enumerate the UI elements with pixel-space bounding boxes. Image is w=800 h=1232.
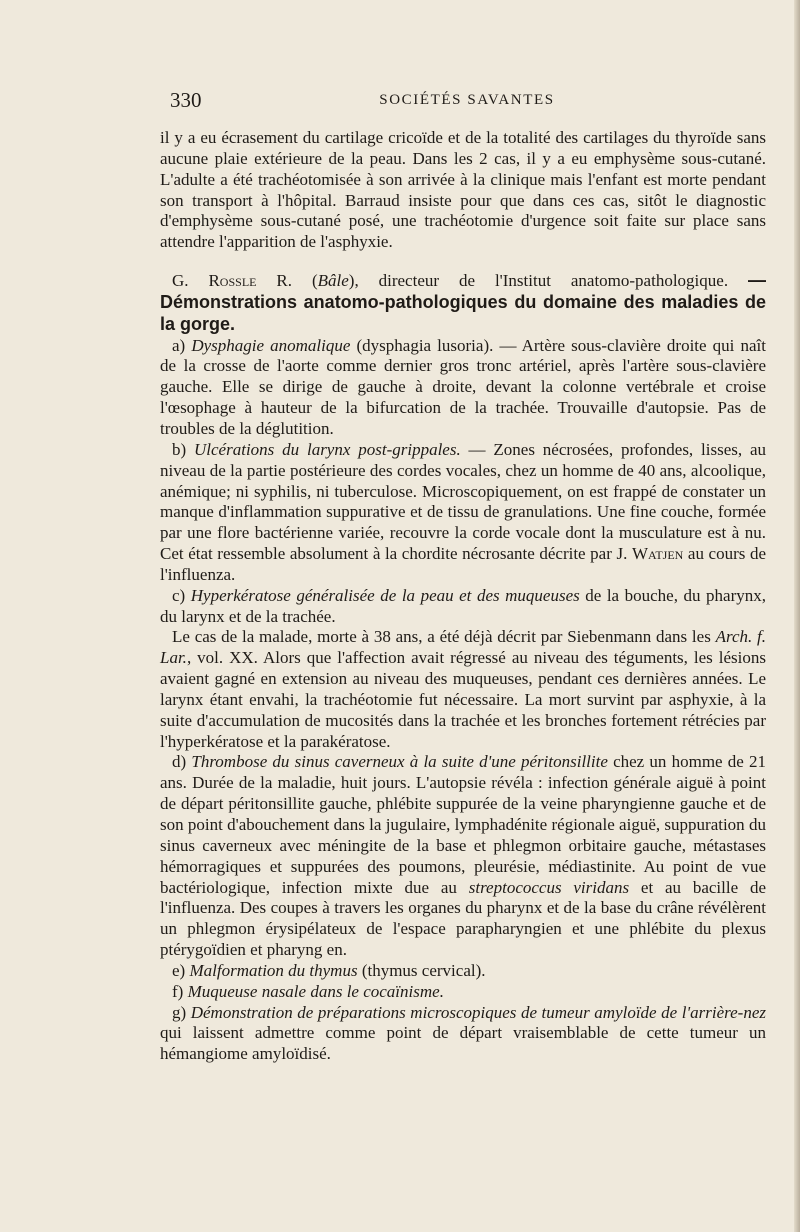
- item-d-letter: d): [172, 752, 192, 772]
- item-c-p2-end: , vol. XX. Alors que l'affection avait régressé au niveau des téguments, les lésions avaient gagné en extension au niveau des muqueuses, pendant ces dernières années. Le larynx étant envahi, la trachéotomie fut nécessaire. La mort survint par asphyxie, à la suite d'accumulation de mucosités dans la trachée et les bronches fortement rétrécies par l'hyperkératose et la parakératose.: [160, 648, 766, 751]
- entry-title: — Démonstrations anatomo-pathologiques du domaine des maladies de la gorge.: [160, 270, 767, 334]
- item-c-journal: Arch. f. Lar.: [160, 627, 766, 668]
- item-g-text: qui laissent admettre comme point de départ vraisemblable de cette tumeur un hémangiome amyloïdisé.: [160, 1023, 766, 1064]
- item-c-text: de la bouche, du pharynx, du larynx et de la trachée.: [160, 585, 766, 626]
- entry-heading: [160, 270, 766, 336]
- item-d: [160, 752, 766, 960]
- item-e-letter: e): [172, 960, 190, 980]
- item-c-letter: c): [172, 585, 191, 605]
- author-rest: R. (: [256, 271, 318, 291]
- item-e: [160, 961, 766, 982]
- page-header: [170, 88, 764, 118]
- item-f: [160, 982, 766, 1003]
- item-d-text: chez un homme de 21 ans. Durée de la maladie, huit jours. L'autopsie révéla : infection générale aiguë à point de départ péritonsillite gauche, phlébite suppurée de la veine pharyngienne gauche et de son point d'abouchement dans la jugulaire, lymphadénite régionale aiguë, suppuration du sinus caverneux avec méningite de la base et phlegmon orbitaire gauche, métastases hémorragiques et suppurées des poumons, pleurésie, médiastinite. Au point de vue bactériologique, infection mixte due au: [160, 752, 766, 897]
- item-f-letter: f): [172, 981, 188, 1001]
- section-gap: [160, 253, 766, 270]
- item-b-text-end: au cours de l'influenza.: [160, 544, 766, 584]
- item-b-letter: b): [172, 439, 195, 459]
- item-g: [160, 1003, 766, 1066]
- page-edge: [794, 0, 800, 1232]
- affiliation: ), directeur de l'Institut anatomo-pathologique.: [348, 271, 729, 291]
- item-e-text: (thymus cervical).: [357, 960, 486, 980]
- item-c-p2-start: Le cas de la malade, morte à 38 ans, a été déjà décrit par Siebenmann dans les: [172, 627, 716, 647]
- item-g-title: Démonstration de préparations microscopiques de tumeur amyloïde de l'arrière-nez: [190, 1002, 766, 1022]
- item-a: [160, 336, 766, 440]
- item-d-title: Thrombose du sinus caverneux à la suite d'une péritonsillite: [191, 752, 608, 772]
- item-a-title: Dysphagie anomalique: [191, 335, 351, 355]
- item-b-text: — Zones nécrosées, profondes, lisses, au niveau de la partie postérieure des cordes vocales, chez un homme de 40 ans, alcoolique, anémique; ni syphilis, ni tuberculose. Microscopiquement, on est frappé de constater un manque d'inflammation suppurative et de tissu de granulations. Une fine couche, formée par une flore bactérienne variée, recouvre la corde vocale dont la musculature est à nu. Cet état ressemble absolument à la chordite nécrosante décrite par J.: [160, 439, 766, 564]
- paragraph-continuation: il y a eu écrasement du cartilage cricoïde et de la totalité des cartilages du thyroïde sans aucune plaie extérieure de la peau. Dans les 2 cas, il y a eu emphysème sous-cutané. L'adulte a été trachéotomisée à son arrivée à la clinique mais l'enfant est morte pendant son transport à l'hôpital. Barraud insiste pour que dans ces cas, sitôt le diagnostic d'emphysème sous-cutané posé, une trachéotomie d'urgence soit faite sur place sans attendre l'apparition de l'asphyxie.: [160, 128, 766, 252]
- item-c-paragraph-2: [160, 627, 766, 752]
- item-e-title: Malformation du thymus: [189, 960, 358, 980]
- running-title: SOCIÉTÉS SAVANTES: [379, 92, 555, 108]
- item-d-text-end: et au bacille de l'influenza. Des coupes à travers les organes du pharynx et de la base du crâne révélèrent un phlegmon érysipélateux de l'espace parapharyngien et une phlébite du plexus ptérygoïdien et pharyng en.: [160, 877, 766, 960]
- author-name: Rossle: [208, 271, 257, 291]
- article-body: [160, 128, 766, 1065]
- item-a-text: (dysphagia lusoria). — Artère sous-clavière droite qui naît de la crosse de l'aorte comme dernier gros tronc artériel, après l'artère sous-clavière gauche. Elle se dirige de gauche à droite, devant la colonne vertébrale et croise l'œsophage à hauteur de la bifurcation de la trachée. Trouvaille d'autopsie. Pas de troubles de la déglutition.: [160, 335, 766, 438]
- item-b-author: Watjen: [631, 544, 684, 564]
- item-c-title: Hyperkératose généralisée de la peau et des muqueuses: [190, 585, 580, 605]
- item-g-letter: g): [172, 1002, 191, 1022]
- item-b-title: Ulcérations du larynx post-grippales.: [194, 439, 461, 459]
- item-a-letter: a): [172, 335, 192, 355]
- city: Bâle: [317, 271, 349, 291]
- author-initial: G.: [172, 271, 209, 291]
- page-number: 330: [170, 88, 202, 112]
- item-d-species: streptococcus viridans: [468, 877, 630, 897]
- item-c: [160, 586, 766, 628]
- item-b: [160, 440, 766, 586]
- item-f-title: Muqueuse nasale dans le cocaïnisme.: [187, 981, 444, 1001]
